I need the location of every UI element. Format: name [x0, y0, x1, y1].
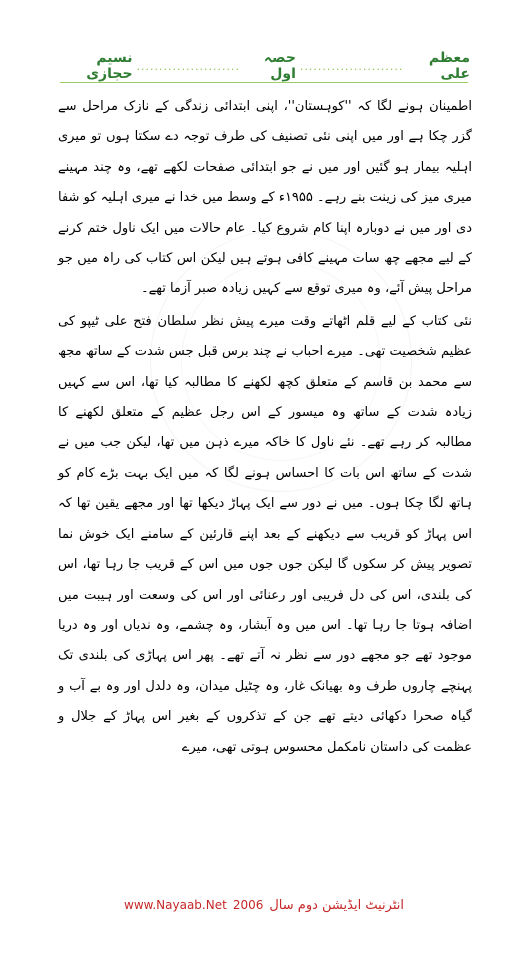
- paragraph: نئی کتاب کے لیے قلم اٹھاتے وقت میرے پیش نظر سلطان فتح علی ٹیپو کی عظیم شخصیت تھی۔ میرے احباب نے چند برس قبل جس شدت کے ساتھ مجھ سے محمد بن قاسم کے متعلق کچھ لکھنے کا مطالبہ کیا تھا، اس سے کہیں زیادہ شدت کے ساتھ وہ میسور کے اس رجل عظیم کے متعلق لکھنے کا مطالبہ کر رہے تھے۔ نئے ناول کا خاکہ میرے ذہن میں تھا، لیکن جب میں نے شدت کے ساتھ اس بات کا احساس ہونے لگا کہ میں ایک بہت بڑے کام کو ہاتھ لگا چکا ہوں۔ میں نے دور سے ایک پہاڑ دیکھا تھا اور مجھے یقین تھا کہ اس پہاڑ کو قریب سے دیکھنے کے بعد اپنے قارئین کے سامنے ایک خوش نما تصویر پیش کر سکوں گا لیکن جوں جوں میں اس کے قریب جا رہا تھا، اس کی بلندی، اس کی دل فریبی اور رعنائی اور اس کی وسعت اور ہیبت میں اضافہ ہوتا جا رہا تھا۔ اس میں وہ آبشار، وہ چشمے، وہ ندیاں اور وہ دریا موجود تھے جو مجھے دور سے نظر نہ آتے تھے۔ پھر اس پہاڑی کی بلندی تک پہنچے چاروں طرف وہ بھیانک غار، وہ چٹیل میدان، وہ دلدل اور وہ بے آب و گیاہ صحرا دکھائی دیتے تھے جن کے تذکروں کے بغیر اس پہاڑ کے جلال و عظمت کی داستان نامکمل محسوس ہوتی تھی، میرے: [58, 313, 472, 755]
- page-header: [60, 52, 470, 80]
- paragraph: اطمینان ہونے لگا کہ ''کوہستان''، اپنی ابتدائی زندگی کے نازک مراحل سے گزر چکا ہے اور میں اپنی نئی تصنیف کی طرف توجہ دے سکتا ہوں تو میری اہلیہ بیمار ہو گئیں اور میں نے جو ابتدائی صفحات لکھے تھے، وہ چند مہینے میری میز کی زینت بنے رہے۔ ۱۹۵۵ء کے وسط میں خدا نے میری اہلیہ کو شفا دی اور میں نے دوبارہ اپنا کام شروع کیا۔ عام حالات میں ایک ناول ختم کرنے کے لیے مجھے چھ سات مہینے کافی ہوتے ہیں لیکن اس کتاب کی راہ میں جو مراحل پیش آئے، وہ میری توقع سے کہیں زیادہ صبر آزما تھے۔: [58, 99, 472, 297]
- header-separator: .......................: [299, 59, 404, 73]
- part-label: حصہ اول: [263, 50, 296, 82]
- page-body: [58, 92, 472, 763]
- author-name: معظم علی: [428, 50, 470, 82]
- header-separator: .......................: [136, 59, 240, 73]
- edition-year: 2006: [232, 898, 264, 912]
- page-footer: [0, 893, 528, 917]
- editor-name: نسیم حجازی: [86, 50, 133, 82]
- edition-label: انٹرنیٹ ایڈیشن دوم سال: [269, 897, 404, 913]
- header-rule: [60, 82, 468, 83]
- site-url: www.Nayaab.Net: [124, 898, 227, 912]
